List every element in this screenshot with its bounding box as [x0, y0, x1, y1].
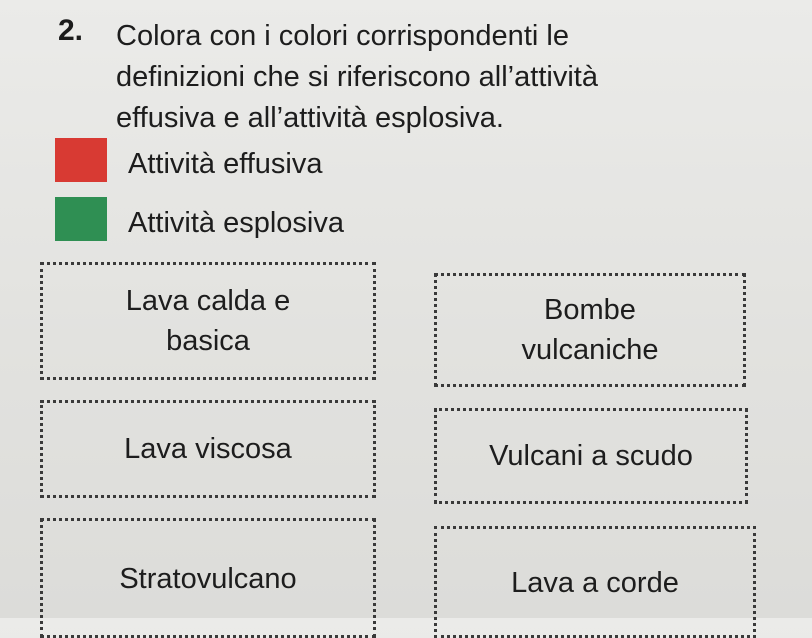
definition-card-text	[511, 563, 679, 603]
definition-card-text	[521, 290, 658, 370]
definition-card[interactable]	[40, 518, 376, 638]
definition-card-text	[126, 281, 290, 361]
definition-card-line: Lava a corde	[511, 567, 679, 599]
definition-card[interactable]	[434, 273, 746, 387]
question-text-line: Colora con i colori corrispondenti le	[116, 20, 569, 52]
question-text-line: effusiva e all’attività esplosiva.	[116, 102, 504, 134]
question-text-line: definizioni che si riferiscono all’attività	[116, 61, 598, 93]
question-number: 2.	[58, 14, 84, 47]
definition-card-line: Lava calda e	[125, 285, 291, 317]
definition-card-line: Lava viscosa	[124, 433, 292, 465]
definition-card-text	[124, 429, 292, 469]
legend-swatch-effusive	[55, 138, 107, 182]
question-text	[116, 16, 756, 139]
definition-card-line: basica	[166, 325, 250, 357]
definition-card-text	[119, 559, 296, 599]
definition-card[interactable]	[40, 262, 376, 380]
definition-card-text	[489, 436, 693, 476]
legend-label-explosive: Attività esplosiva	[128, 207, 344, 239]
legend-label-effusive: Attività effusiva	[128, 148, 323, 180]
definition-card[interactable]	[434, 408, 748, 504]
legend-swatch-explosive	[55, 197, 107, 241]
definition-card-line: vulcaniche	[521, 334, 659, 366]
definition-card-line: Bombe	[544, 294, 636, 326]
definition-card[interactable]	[434, 526, 756, 638]
definition-card-line: Vulcani a scudo	[489, 440, 693, 472]
definition-card[interactable]	[40, 400, 376, 498]
definition-card-line: Stratovulcano	[119, 563, 297, 595]
